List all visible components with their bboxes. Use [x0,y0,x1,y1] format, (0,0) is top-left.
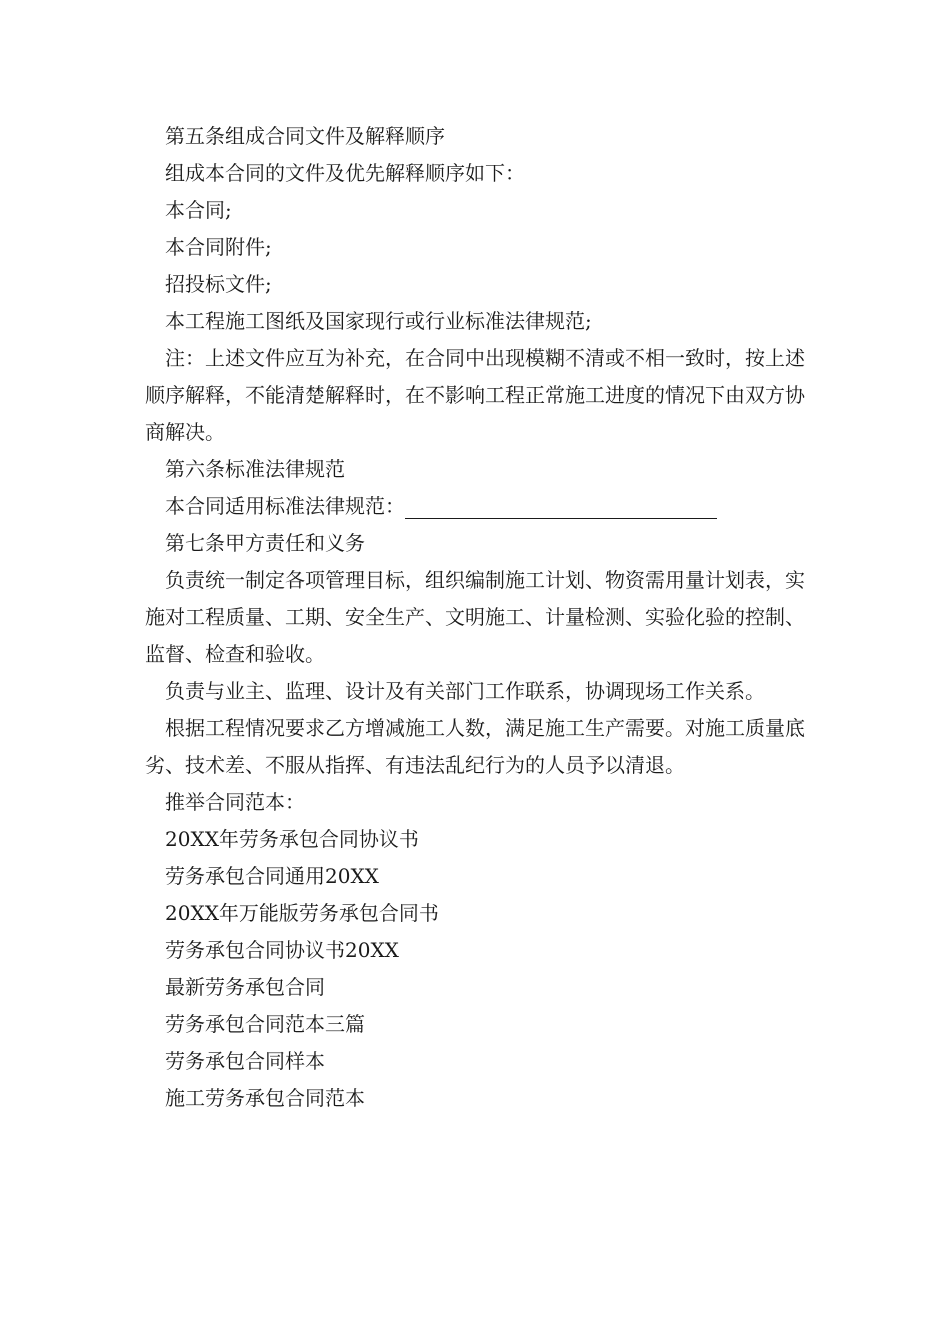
applicable-standards-label: 本合同适用标准法律规范： [165,494,405,518]
template-link-5: 最新劳务承包合同 [165,975,325,999]
list-item-drawings-standards: 本工程施工图纸及国家现行或行业标准法律规范; [165,309,592,333]
template-link-7: 劳务承包合同样本 [165,1049,325,1073]
paragraph-duty-liaison: 负责与业主、监理、设计及有关部门工作联系，协调现场工作关系。 [165,679,765,703]
template-link-3: 20XX年万能版劳务承包合同书 [165,901,439,925]
fill-in-blank-line [405,496,717,519]
template-link-2: 劳务承包合同通用20XX [165,864,379,888]
article-6-heading: 第六条标准法律规范 [165,457,345,481]
template-link-6: 劳务承包合同范本三篇 [165,1012,365,1036]
article-5-heading: 第五条组成合同文件及解释顺序 [165,124,445,148]
template-link-4: 劳务承包合同协议书20XX [165,938,399,962]
list-item-contract-annex: 本合同附件; [165,235,272,259]
list-item-tender-documents: 招投标文件; [165,272,272,296]
template-link-1: 20XX年劳务承包合同协议书 [165,827,419,851]
paragraph-duty-staffing: 根据工程情况要求乙方增减施工人数，满足施工生产需要。对施工质量底劣、技术差、不服从指挥、有违法乱纪行为的人员予以清退。 [145,716,805,777]
paragraph-document-order: 组成本合同的文件及优先解释顺序如下： [165,161,525,185]
list-item-contract: 本合同; [165,198,232,222]
document-body [145,118,810,1117]
template-link-8: 施工劳务承包合同范本 [165,1086,365,1110]
paragraph-applicable-standards [145,488,810,525]
article-7-heading: 第七条甲方责任和义务 [165,531,365,555]
recommended-templates-heading: 推举合同范本： [165,790,305,814]
paragraph-duty-management: 负责统一制定各项管理目标，组织编制施工计划、物资需用量计划表，实施对工程质量、工期、安全生产、文明施工、计量检测、实验化验的控制、监督、检查和验收。 [145,568,805,666]
paragraph-note: 注：上述文件应互为补充，在合同中出现模糊不清或不相一致时，按上述顺序解释，不能清楚解释时，在不影响工程正常施工进度的情况下由双方协商解决。 [145,346,805,444]
